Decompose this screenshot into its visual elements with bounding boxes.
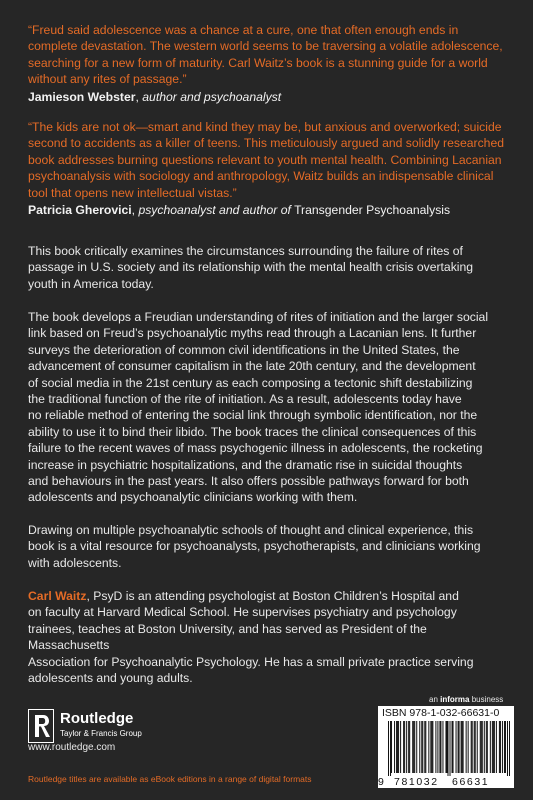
barcode-bar	[481, 721, 482, 773]
publisher-website: www.routledge.com	[28, 742, 116, 753]
ebook-footnote: Routledge titles are available as eBook editions in a range of digital formats	[28, 774, 312, 784]
barcode-bar	[428, 721, 429, 773]
text-line: Association for Psychoanalytic Psychology. He has a small private practice serving	[28, 654, 474, 669]
text-line: on faculty at Harvard Medical School. He supervises psychiatry and psychology	[28, 605, 457, 620]
barcode-bar	[461, 721, 462, 773]
barcode-bar	[458, 721, 459, 773]
barcode-bar	[439, 721, 440, 773]
author-name: Carl Waitz	[28, 589, 87, 603]
barcode-bar	[453, 721, 454, 773]
routledge-r-icon	[28, 709, 54, 743]
barcode-bar	[502, 721, 503, 773]
barcode-bar	[396, 721, 397, 773]
barcode-bar	[409, 721, 410, 773]
text-line: trainees, teaches at Boston University, and has served as President of the Massachusetts	[28, 621, 427, 653]
description-paragraph-2	[28, 309, 510, 506]
quote-line: “Freud said adolescence was a chance at a cure, one that often enough ends in	[28, 23, 459, 37]
barcode-bar	[475, 721, 476, 773]
barcode-bars	[388, 721, 510, 776]
quote-line: psychoanalysis with sociology and anthropology, Waitz builds an indispensable clinical	[28, 169, 494, 184]
barcode-bar	[412, 721, 413, 773]
barcode-bar	[400, 721, 401, 773]
barcode-bar	[462, 721, 463, 773]
isbn-barcode	[378, 706, 514, 788]
barcode-bar	[394, 721, 395, 773]
quote-line: searching for a new form of maturity. Carl Waitz’s book is a stunning guide for a world	[28, 55, 488, 70]
barcode-bar	[442, 721, 443, 773]
quote-line: tool that opens new intellectual vistas.”	[28, 185, 237, 200]
quote-1-attribution: Jamieson Webster, author and psychoanalyst	[28, 90, 282, 104]
barcode-digits-last: 66631	[452, 776, 490, 788]
barcode-bar	[507, 721, 508, 776]
barcode-bar	[509, 721, 510, 776]
barcode-bar	[416, 721, 417, 773]
praise-quote-2	[28, 119, 508, 201]
text-line: adolescents and young adults.	[28, 671, 193, 686]
barcode-bar	[472, 721, 473, 773]
barcode-bar	[447, 721, 448, 776]
barcode-bar	[487, 721, 488, 773]
barcode-bar	[494, 721, 495, 773]
bio-text: , PsyD is an attending psychologist at Boston Children’s Hospital and	[86, 589, 459, 603]
barcode-bar	[430, 721, 431, 773]
quote-line: second to accidents as a killer of teens. This meticulously argued and solidly researched	[28, 136, 505, 151]
publisher-group: Taylor & Francis Group	[60, 729, 142, 738]
barcode-bar	[471, 721, 472, 773]
barcode-digits-mid: 781032	[394, 776, 439, 788]
barcode-bar	[403, 721, 404, 773]
text-line: failure to the recent waves of mass psychogenic illness in adolescents, the rocketing	[28, 441, 483, 456]
barcode-bar	[459, 721, 460, 773]
description-paragraph-1	[28, 243, 510, 292]
text-line: youth in America today.	[28, 276, 154, 291]
text-line: This book critically examines the circumstances surrounding the failure of rites of	[28, 244, 463, 258]
text-line: and behaviours in the past years. It also offers possible pathways forward for both	[28, 474, 469, 489]
endorser-role: psychoanalyst and author of	[138, 203, 291, 217]
text-line: book is a vital resource for psychoanalysts, psychotherapists, and clinicians working	[28, 539, 481, 554]
informa-suffix: business	[469, 695, 504, 704]
text-line: link based on Freud’s psychoanalytic myths read through a Lacanian lens. It further	[28, 326, 477, 341]
barcode-bar	[466, 721, 467, 773]
barcode-bar	[445, 721, 446, 773]
text-line: surveys the deterioration of common civil identifications in the United States, the	[28, 342, 460, 357]
endorser-book: Transgender Psychoanalysis	[294, 203, 451, 217]
barcode-bar	[480, 721, 481, 773]
text-line: The book develops a Freudian understanding of rites of initiation and the larger social	[28, 310, 489, 324]
barcode-bar	[422, 721, 423, 773]
barcode-bar	[504, 721, 505, 773]
text-line: of social media in the 21st century as each composing a tectonic shift destabilizing	[28, 375, 473, 390]
endorser-name: Jamieson Webster	[28, 90, 136, 104]
barcode-bar	[456, 721, 457, 773]
text-line: adolescents and psychoanalytic clinicians working with them.	[28, 490, 358, 505]
isbn-number: ISBN 978-1-032-66631-0	[382, 707, 500, 719]
barcode-bar	[419, 721, 420, 773]
barcode-bar	[505, 721, 506, 773]
barcode-bar	[477, 721, 478, 773]
barcode-bar	[421, 721, 422, 773]
author-bio	[28, 588, 510, 686]
quote-line: “The kids are not ok—smart and kind they may be, but anxious and overworked; suicide	[28, 120, 502, 134]
barcode-bar	[496, 721, 497, 773]
barcode-bar	[408, 721, 409, 773]
text-line: Drawing on multiple psychoanalytic schools of thought and clinical experience, this	[28, 523, 474, 537]
barcode-bar	[474, 721, 475, 773]
barcode-bar	[490, 721, 491, 773]
quote-2-attribution: Patricia Gherovici, psychoanalyst and author of Transgender Psychoanalysis	[28, 203, 451, 217]
text-line: ability to use it to bind their libido. The book traces the clinical consequences of this	[28, 424, 477, 439]
barcode-bar	[493, 721, 494, 773]
barcode-bar	[413, 721, 414, 773]
barcode-bar	[424, 721, 425, 773]
barcode-digit-first: 9	[378, 776, 386, 788]
text-line: advancement of consumer capitalism in the late 20th century, and the development	[28, 359, 476, 374]
publisher-name: Routledge	[60, 710, 134, 727]
text-line: with adolescents.	[28, 555, 122, 570]
text-line	[28, 588, 510, 604]
endorser-role: author and psychoanalyst	[142, 90, 282, 104]
text-line: no reliable method of entering the social link through symbolic identification, nor the	[28, 408, 478, 423]
barcode-bar	[499, 721, 500, 773]
barcode-bar	[397, 721, 398, 773]
barcode-bar	[388, 721, 389, 776]
informa-business-tag	[429, 695, 503, 704]
barcode-bar	[398, 721, 399, 773]
quote-line: complete devastation. The western world seems to be traversing a volatile adolescence,	[28, 39, 503, 54]
barcode-bar	[431, 721, 432, 773]
description-paragraph-3	[28, 522, 510, 571]
barcode-bar	[452, 721, 453, 773]
barcode-bar	[437, 721, 438, 773]
barcode-bar	[435, 721, 436, 773]
barcode-bar	[432, 721, 433, 773]
barcode-bar	[482, 721, 483, 773]
praise-quote-1	[28, 22, 508, 88]
barcode-bar	[440, 721, 441, 773]
informa-brand: informa	[440, 695, 470, 704]
barcode-bar	[404, 721, 405, 773]
barcode-bar	[468, 721, 469, 773]
informa-prefix: an	[429, 695, 441, 704]
text-line: passage in U.S. society and its relationship with the mental health crisis overtaking	[28, 260, 474, 275]
barcode-bar	[450, 721, 451, 776]
quote-line: without any rites of passage.”	[28, 72, 187, 87]
barcode-bar	[500, 721, 501, 773]
barcode-bar	[446, 721, 447, 773]
barcode-bar	[425, 721, 426, 773]
barcode-bar	[492, 721, 493, 773]
barcode-bar	[391, 721, 392, 773]
text-line: the traditional function of the rite of initiation. As a result, adolescents today have	[28, 392, 462, 407]
barcode-bar	[406, 721, 407, 773]
text-line: increase in psychiatric hospitalizations, and the dramatic rise in suicidal thoughts	[28, 457, 463, 472]
barcode-bar	[390, 721, 391, 776]
quote-line: book addresses burning questions relevant to youth mental health. Combining Lacanian	[28, 152, 502, 167]
barcode-bar	[414, 721, 415, 773]
endorser-name: Patricia Gherovici	[28, 203, 132, 217]
barcode-bar	[463, 721, 464, 773]
barcode-bar	[486, 721, 487, 773]
barcode-bar	[484, 721, 485, 773]
